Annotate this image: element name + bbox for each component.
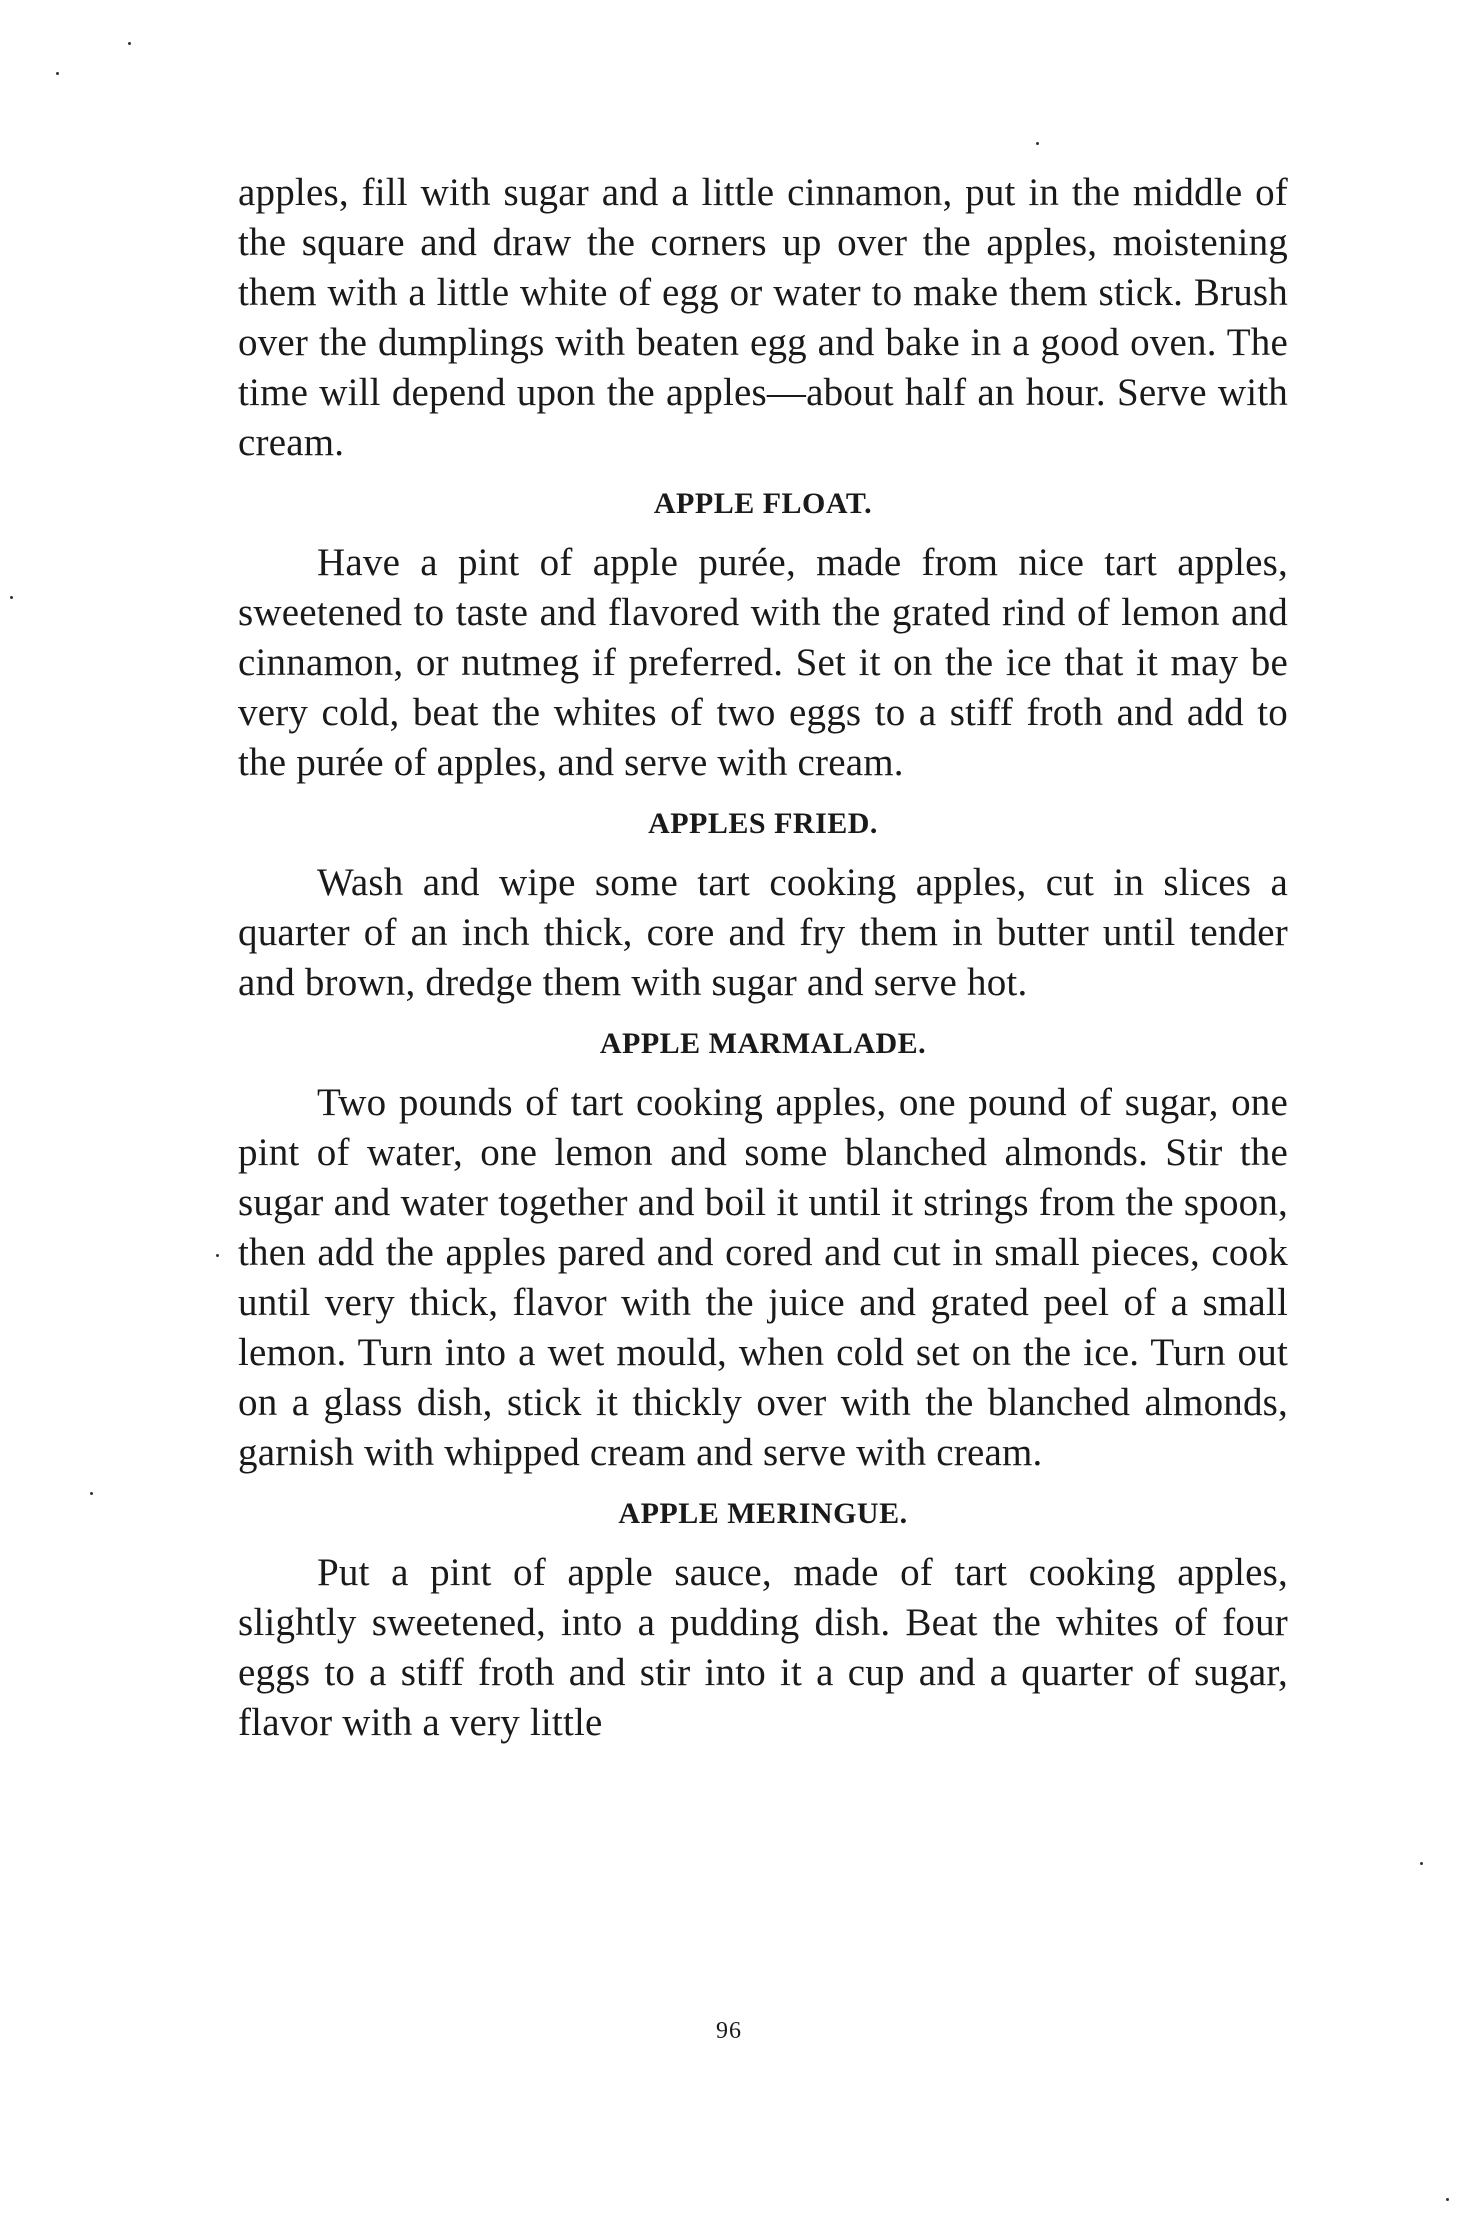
- scan-speck: [216, 1254, 219, 1257]
- paragraph-apples-fried: Wash and wipe some tart cooking apples, cut in slices a quarter of an inch thick, core and fry them in butter until tender and brown, dredge them with sugar and serve hot.: [238, 861, 1288, 1004]
- scan-speck: [1036, 142, 1039, 145]
- scan-speck: [1446, 2198, 1449, 2201]
- scan-speck: [90, 1492, 93, 1495]
- heading-apples-fried: APPLES FRIED.: [648, 807, 878, 840]
- paragraph-continuation: apples, fill with sugar and a little cinnamon, put in the middle of the square and draw the corners up over the apples, moistening them with a little white of egg or water to make them stick. Brush over the dumplings with beaten egg and bake in a good oven. The time will depend upon the apples—about half an hour. Serve with cream.: [238, 171, 1288, 464]
- paragraph-apple-meringue: Put a pint of apple sauce, made of tart cooking apples, slightly sweetened, into a pudding dish. Beat the whites of four eggs to a stiff froth and stir into it a cup and a quarter of sugar, flavor with a very little: [238, 1551, 1288, 1744]
- scan-speck: [10, 596, 13, 599]
- scan-speck: [128, 42, 131, 45]
- paragraph-apple-marmalade: Two pounds of tart cooking apples, one pound of sugar, one pint of water, one lemon and some blanched almonds. Stir the sugar and water together and boil it until it strings from the spoon, then add the apples pared and cored and cut in small pieces, cook until very thick, flavor with the juice and grated peel of a small lemon. Turn into a wet mould, when cold set on the ice. Turn out on a glass dish, stick it thickly over with the blanched almonds, garnish with whipped cream and serve with cream.: [238, 1081, 1288, 1474]
- heading-apple-meringue: APPLE MERINGUE.: [618, 1497, 908, 1530]
- scan-speck: [56, 72, 59, 75]
- scan-speck: [1420, 1862, 1423, 1865]
- heading-apple-marmalade: APPLE MARMALADE.: [599, 1027, 927, 1060]
- page-number: 96: [716, 2018, 742, 2044]
- paragraph-apple-float: Have a pint of apple purée, made from nice tart apples, sweetened to taste and flavored with the grated rind of lemon and cinnamon, or nutmeg if preferred. Set it on the ice that it may be very cold, beat the whites of two eggs to a stiff froth and add to the purée of apples, and serve with cream.: [238, 541, 1288, 784]
- book-page: [238, 168, 1288, 1748]
- heading-apple-float: APPLE FLOAT.: [653, 487, 873, 520]
